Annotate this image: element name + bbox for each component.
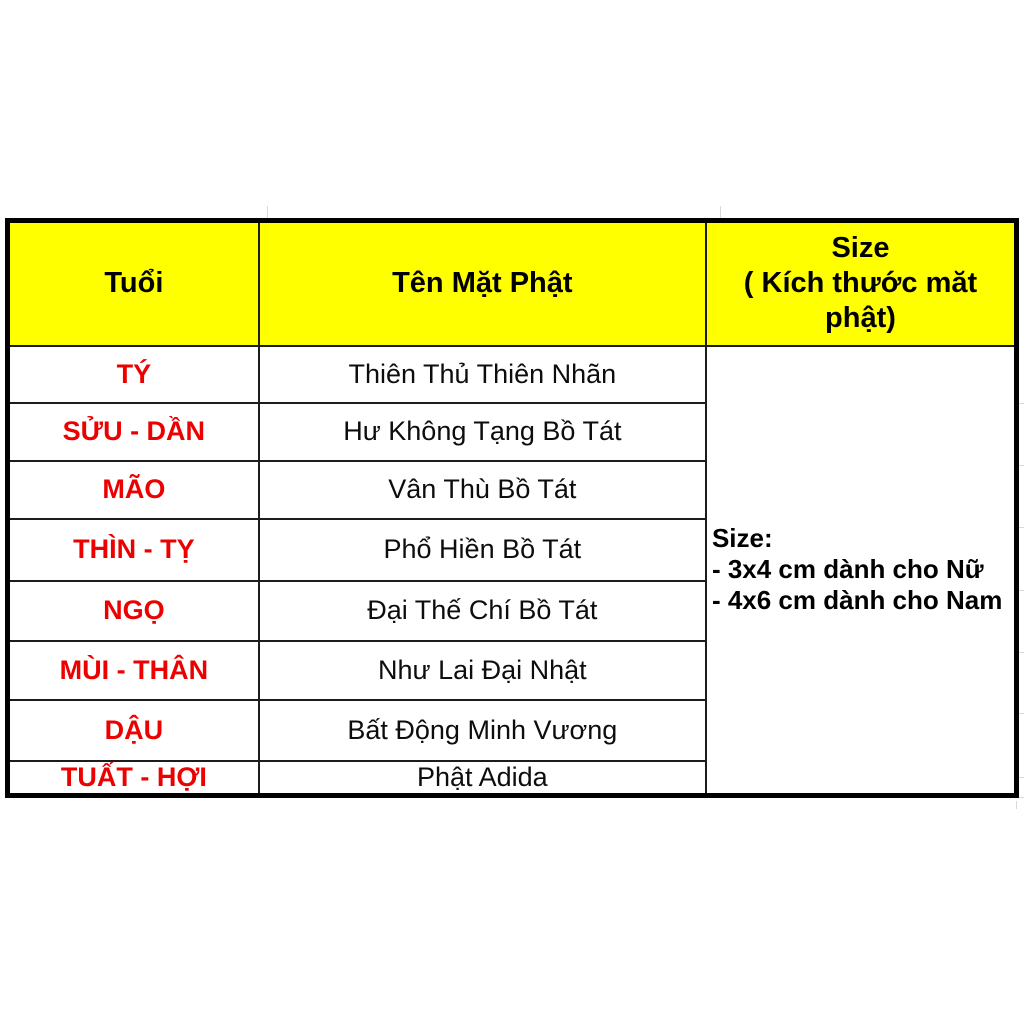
zodiac-age-cell: MÃO (8, 461, 259, 519)
buddha-name-cell: Phật Adida (259, 761, 706, 796)
buddha-name-cell: Đại Thế Chí Bồ Tát (259, 581, 706, 641)
zodiac-age-cell: TÝ (8, 346, 259, 403)
size-note-line1: - 3x4 cm dành cho Nữ (711, 554, 984, 584)
zodiac-age-cell: THÌN - TỴ (8, 519, 259, 581)
gridline-stub (1019, 797, 1024, 798)
buddha-name-cell: Vân Thù Bồ Tát (259, 461, 706, 519)
gridline-stub (1019, 713, 1024, 714)
gridline-stub (1019, 590, 1024, 591)
gridline-stub (1019, 527, 1024, 528)
gridline-stub (1019, 777, 1024, 778)
header-age: Tuổi (8, 221, 259, 346)
header-row (8, 221, 1017, 346)
header-size-line2: ( Kích thước măt phật) (743, 267, 978, 335)
zodiac-age-cell: TUẤT - HỢI (8, 761, 259, 796)
gridline-stub (267, 206, 268, 218)
header-size-line1: Size (831, 232, 890, 265)
gridline-stub (1019, 403, 1024, 404)
zodiac-age-cell: SỬU - DẦN (8, 403, 259, 461)
table-row (8, 346, 1017, 403)
size-note-cell (706, 346, 1017, 796)
buddha-name-cell: Thiên Thủ Thiên Nhãn (259, 346, 706, 403)
size-note-line2: - 4x6 cm dành cho Nam (711, 585, 1003, 615)
buddha-name-cell: Như Lai Đại Nhật (259, 641, 706, 700)
header-size (706, 221, 1017, 346)
buddha-name-cell: Hư Không Tạng Bồ Tát (259, 403, 706, 461)
gridline-stub (720, 206, 721, 218)
buddha-name-cell: Bất Động Minh Vương (259, 700, 706, 761)
gridline-stub (1016, 801, 1017, 809)
header-buddha-name: Tên Mặt Phật (259, 221, 706, 346)
size-note-title: Size: (711, 523, 773, 553)
zodiac-age-cell: NGỌ (8, 581, 259, 641)
zodiac-age-cell: MÙI - THÂN (8, 641, 259, 700)
buddha-name-cell: Phổ Hiền Bồ Tát (259, 519, 706, 581)
gridline-stub (1019, 652, 1024, 653)
gridline-stub (1019, 465, 1024, 466)
zodiac-age-cell: DẬU (8, 700, 259, 761)
size-chart-table (5, 218, 1019, 798)
